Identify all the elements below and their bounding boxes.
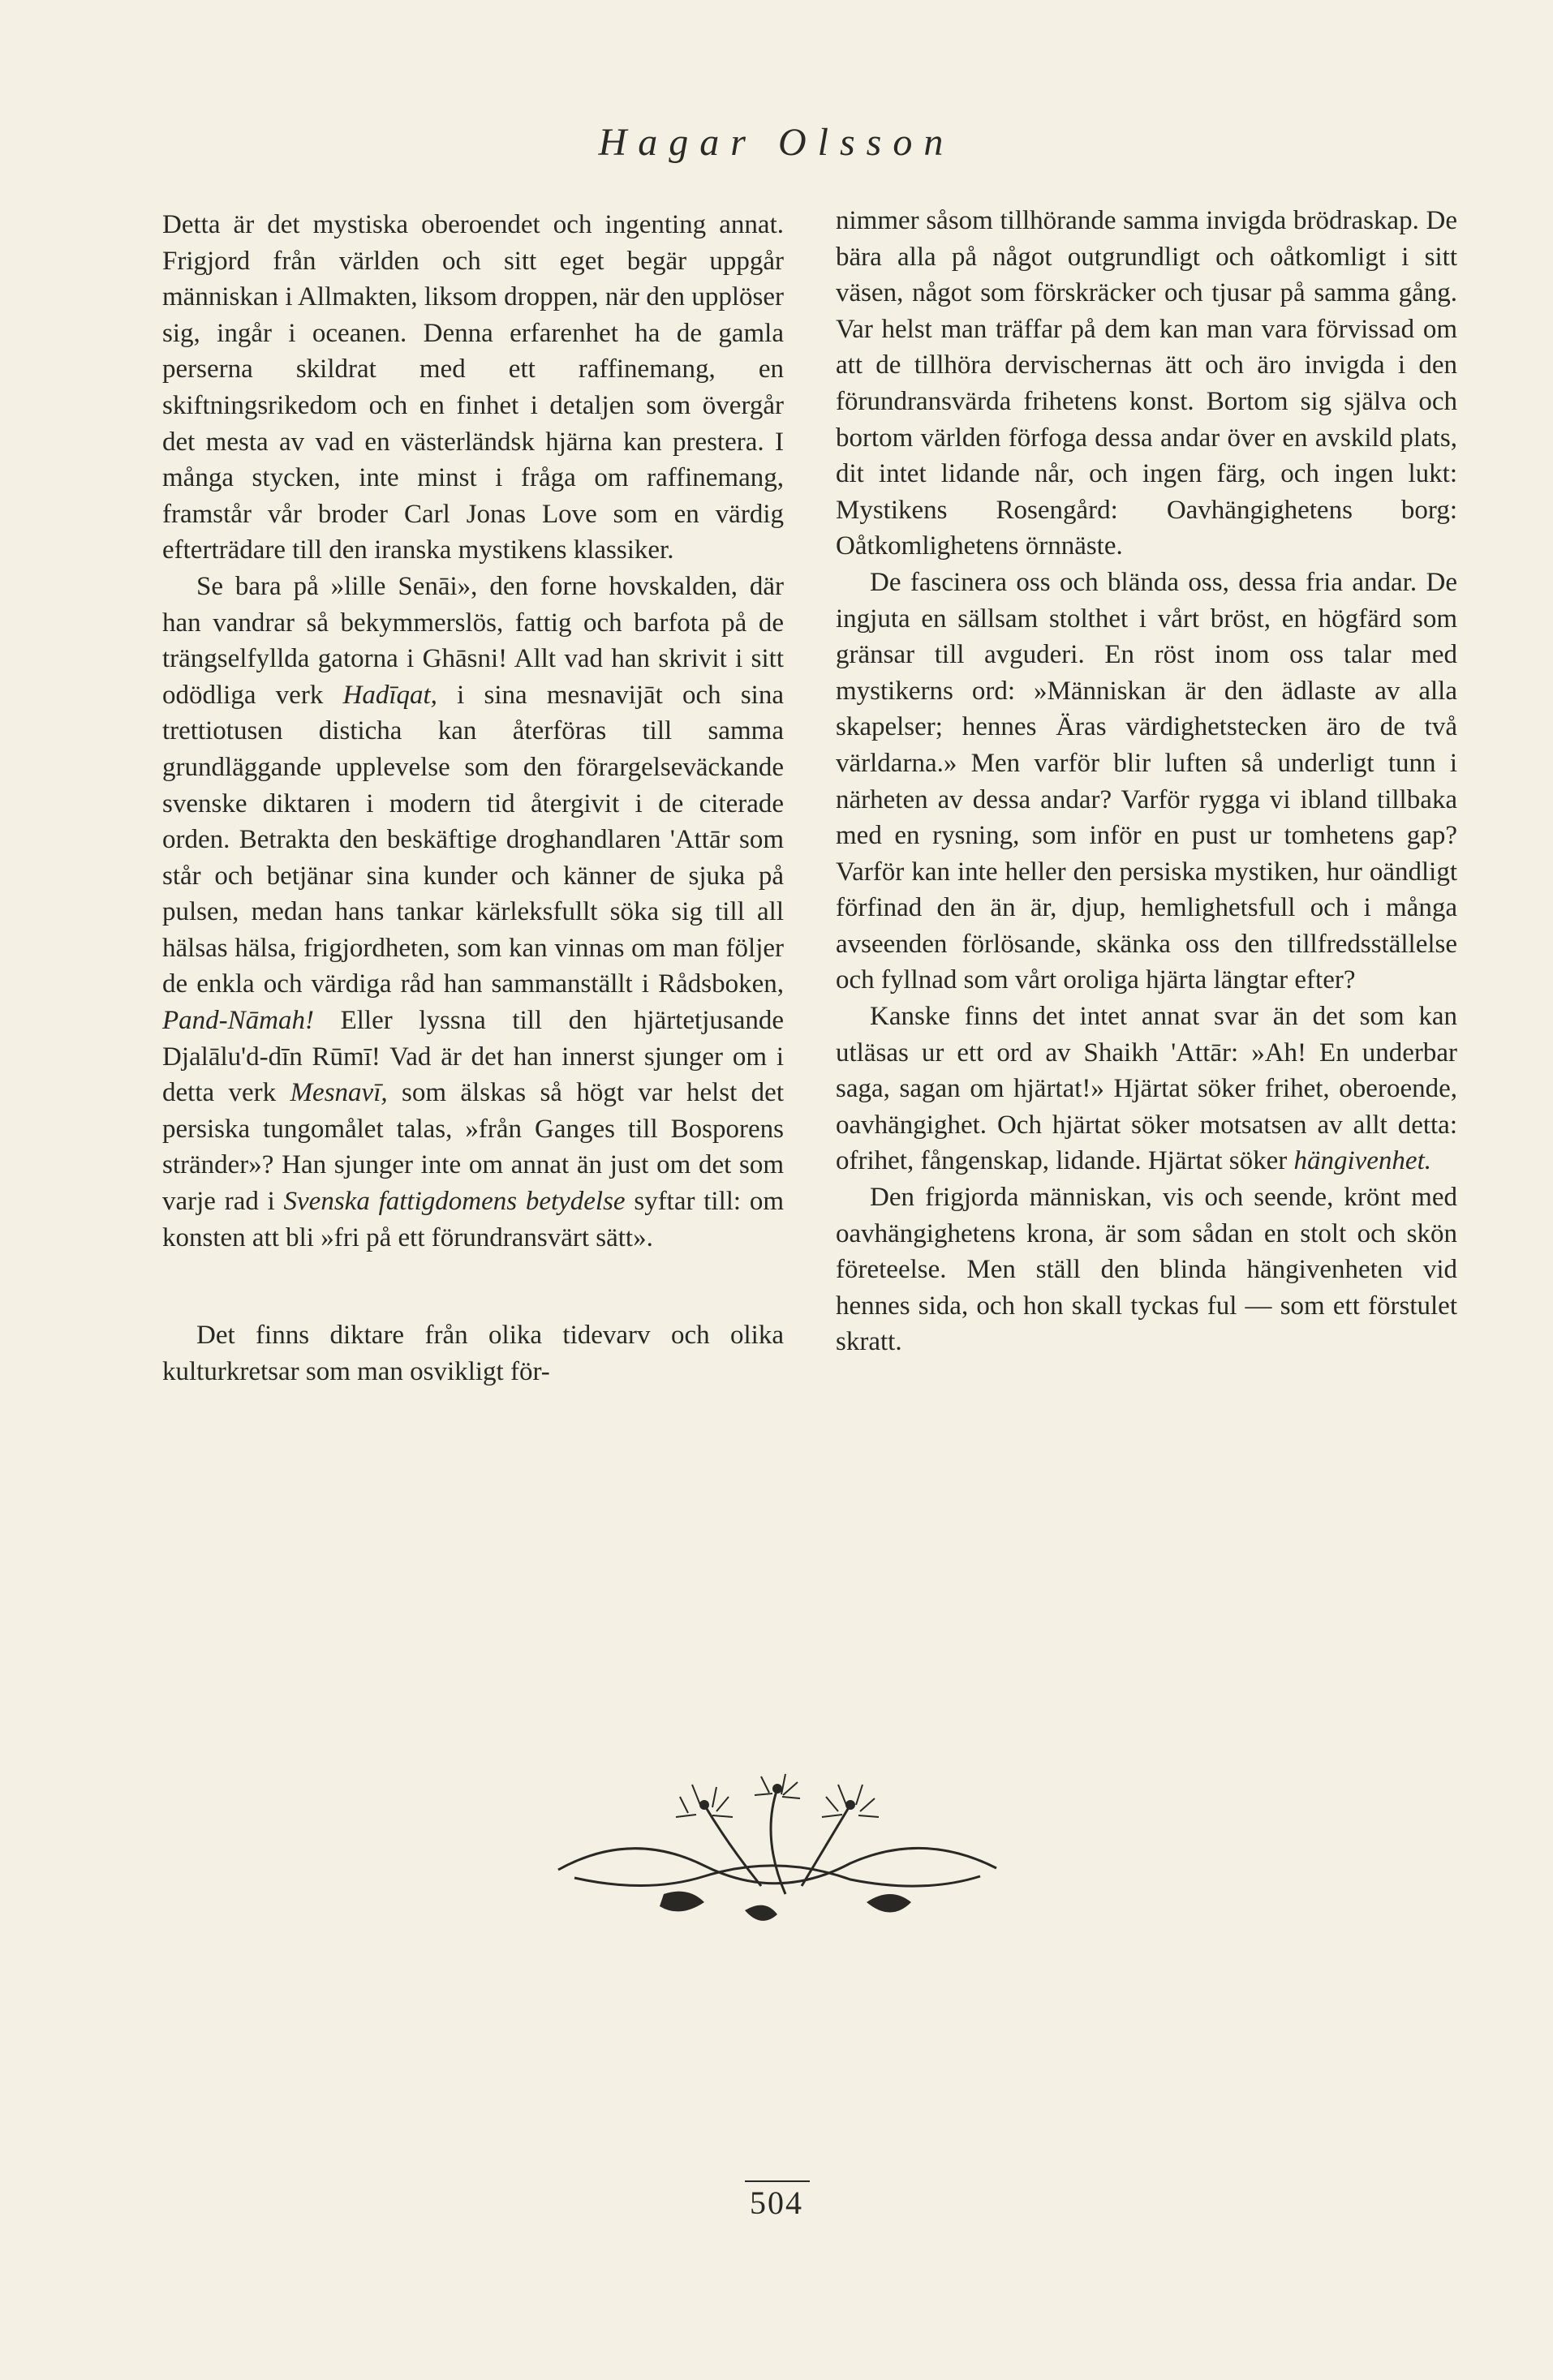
folio-rule [745,2180,810,2182]
title-svenska-fattigdomens-betydelse: Svenska fattigdomens betydelse [283,1187,626,1217]
right-paragraph-4: Den frigjorda människan, vis och seende, krönt med oavhängighetens krona, är som sådan en stolt och skön företeelse. Men ställ den blinda hängivenheten vid hennes sida, och hon skall tyckas ful — som ett förstulet skratt. [836,1183,1457,1357]
title-mesnavi: Mesnavī, [290,1078,388,1108]
page-number: 504 [750,2185,803,2221]
left-paragraph-1: Detta är det mystiska oberoendet och ingenting annat. Frigjord från världen och sitt eget begär uppgår människan i Allmakten, liksom droppen, när den upplöser sig, ingår i oceanen. Denna erfarenhet ha de gamla perserna skildrat med ett raffinemang, en skiftningsrikedom och en finhet i detaljen som övergår det mesta av vad en västerländsk hjärna kan prestera. I många stycken, inte minst i fråga om raffinemang, framstår vår broder Carl Jonas Love som en värdig efterträdare till den iranska mystikens klassiker. [162,210,784,565]
floral-ornament-vignette [542,1772,1013,1935]
word-hangivenhet: hängivenhet. [1293,1146,1431,1176]
left-paragraph-2: Se bara på »lille Senāi», den forne hovskalden, där han vandrar så bekymmerslös, fattig och barfota på de trängselfyllda gatorna i Ghāsni! Allt vad han skrivit i sitt odödliga verk Hadīqat, i sina mesnavijāt och sina trettiotusen disticha kan återföras till samma grundläggande upplevelse som den förargelseväckande svenske diktaren i modern tid återgivit i de citerade orden. Betrakta den beskäftige droghandlaren 'Attār som står och betjänar sina kunder och känner de sjuka på pulsen, medan hans tankar kärleksfullt söka sig till all hälsas hälsa, frigjordheten, som kan vinnas om man följer de enkla och värdiga råd han sammanställt i Rådsboken, Pand-Nāmah! Eller lyssna till den hjärtetjusande Djalālu'd-dīn Rūmī! Vad är det han innerst sjunger om i detta verk Mesnavī, som älskas så högt var helst det persiska tungomålet talas, »från Ganges till Bosporens stränder»? Han sjunger inte om annat än just om det som varje rad i Svenska fattigdomens betydelse syftar till: om konsten att bli »fri på ett förundransvärt sätt». [162,571,785,1252]
left-paragraph-3: Det finns diktare från olika tidevarv och olika kulturkretsar som man osvikligt för- [162,1321,784,1386]
right-paragraph-2: De fascinera oss och blända oss, dessa fria andar. De ingjuta en sällsam stolthet i vårt bröst, en högfärd som gränsar till avguderi. En röst inom oss talar med mystikerns ord: »Människan är den ädlaste av alla skapelser; hennes Äras värdighetstecken äro de två världarna.» Men varför blir luften så underligt tunn i närheten av dessa andar? Varför rygga vi ibland tillbaka med en rysning, som inför en pust ur tomhetens gap? Varför kan inte heller den persiska mystiken, hur oändligt förfinad den än är, djup, hemlighetsfull och i många avseenden förlösande, skänka oss den tillfredsställelse och fyllnad som vårt oroliga hjärta längtar efter? [836,567,1457,995]
right-paragraph-3: Kanske finns det intet annat svar än det som kan utläsas ur ett ord av Shaikh 'Attār: »Ah! En underbar saga, sagan om hjärtat!» Hjärtat söker frihet, oberoende, oavhängighet. Och hjärtat söker motsatsen av allt detta: ofrihet, fångenskap, lidande. Hjärtat söker hängivenhet. [836,1002,1457,1176]
title-pand-namah: Pand-Nāmah! [162,1006,314,1036]
title-hadiqat: Hadīqat, [342,680,437,710]
running-title: Hagar Olsson [598,121,955,164]
right-paragraph-1: nimmer såsom tillhörande samma invigda brödraskap. De bära alla på något outgrundligt och oåtkomligt i sitt väsen, något som förskräcker och tjusar på samma gång. Var helst man träffar på dem kan man vara förvissad om att de tillhöra dervischernas ätt och äro invigda i den förundransvärda frihetens konst. Bortom sig själva och bortom världen förfoga dessa andar över en avskild plats, dit intet lidande når, och ingen färg, och ingen lukt: Mystikens Rosengård: Oavhängighetens borg: Oåtkomlighetens örnnäste. [836,206,1457,561]
left-column [162,207,784,1390]
right-column [836,203,1457,1360]
